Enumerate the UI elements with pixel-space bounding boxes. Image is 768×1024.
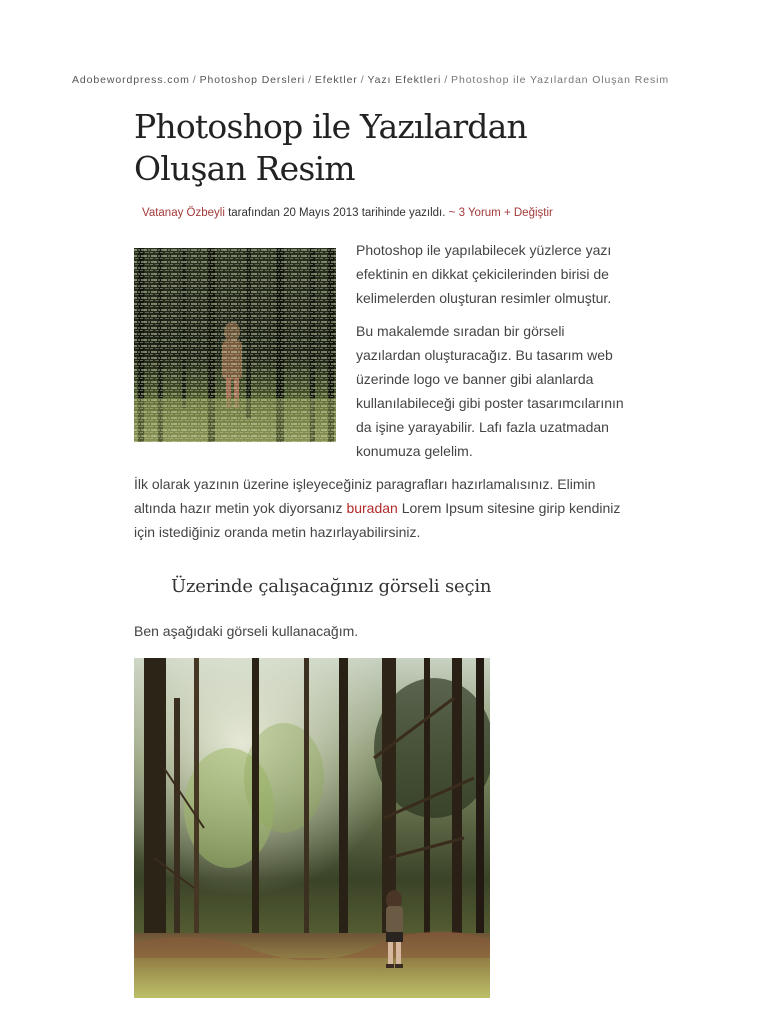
breadcrumb-home-link[interactable]: Adobewordpress.com xyxy=(72,74,190,86)
breadcrumb-current-page: Photoshop ile Yazılardan Oluşan Resim xyxy=(451,74,669,86)
paragraph-4: Ben aşağıdaki görseli kullanacağım. xyxy=(134,623,359,639)
paragraph-3-text-start: İlk olarak yazının üzerine işleyeceğiniz paragrafları hazırlamalısınız. Elimin altında hazır metin yok diyorsanız xyxy=(134,476,596,516)
paragraph-3 xyxy=(134,472,634,544)
intro-text xyxy=(356,238,626,472)
meta-tilde: ~ xyxy=(445,207,459,219)
breadcrumb-separator: / xyxy=(192,74,197,86)
edit-link[interactable]: + Değiştir xyxy=(500,207,553,219)
breadcrumb-separator: / xyxy=(360,74,365,86)
breadcrumb-photoshop-dersleri-link[interactable]: Photoshop Dersleri xyxy=(199,74,306,86)
page-title-line-1: Photoshop ile Yazılardan xyxy=(134,107,527,146)
lorem-ipsum-link[interactable]: buradan xyxy=(346,500,398,516)
page-title xyxy=(134,106,614,190)
breadcrumb xyxy=(72,74,712,86)
breadcrumb-separator: / xyxy=(444,74,449,86)
breadcrumb-separator: / xyxy=(308,74,312,86)
intro-paragraph-1: Photoshop ile yapılabilecek yüzlerce yazı efektinin en dikkat çekicilerinden birisi de kelimelerden oluşturan resimler olmuştur. xyxy=(356,242,612,306)
author-link[interactable]: Vatanay Özbeyli xyxy=(142,207,225,219)
post-meta xyxy=(142,207,553,219)
comments-link[interactable]: 3 Yorum xyxy=(458,207,501,219)
breadcrumb-yazi-efektleri-link[interactable]: Yazı Efektleri xyxy=(367,74,442,86)
section-heading: Üzerinde çalışacağınız görseli seçin xyxy=(171,576,492,597)
forest-girl-photo xyxy=(134,658,490,998)
paragraph-3-text-end: Lorem Ipsum sitesine girip kendiniz için istediğiniz oranda metin hazırlayabilirsiniz. xyxy=(134,500,621,540)
breadcrumb-efektler-link[interactable]: Efektler xyxy=(314,74,358,86)
intro-paragraph-2: Bu makalemde sıradan bir görseli yazılardan oluşturacağız. Bu tasarım web üzerinde logo ve banner gibi alanlarda kullanılabileceği gibi poster tasarımcılarının da işine yarayabilir. Lafı fazla uzatmadan konumuza gelelim. xyxy=(356,323,624,459)
text-effect-thumbnail-image xyxy=(134,248,336,442)
post-date-text: tarafından 20 Mayıs 2013 tarihinde yazıldı. xyxy=(224,207,446,219)
page-title-line-2: Oluşan Resim xyxy=(134,149,355,188)
